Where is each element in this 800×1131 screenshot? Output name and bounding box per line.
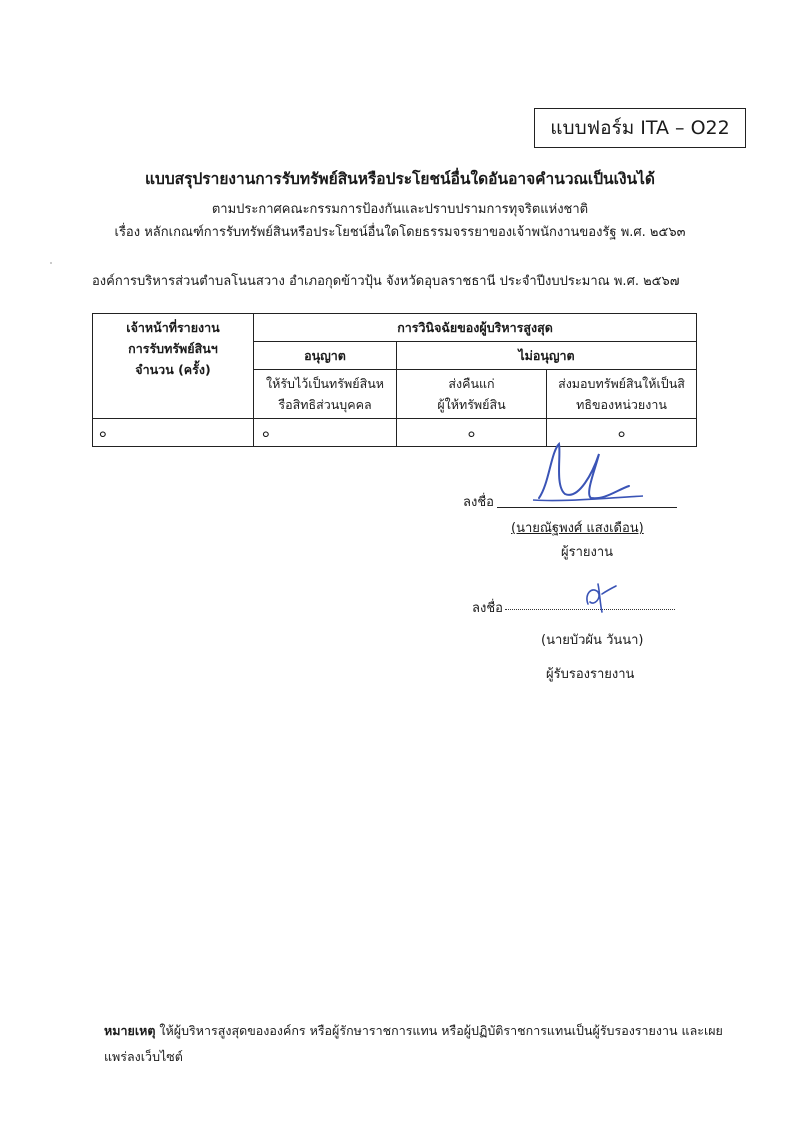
footnote-text: ให้ผู้บริหารสูงสุดขององค์กร หรือผู้รักษาราชการแทน หรือผู้ปฏิบัติราชการแทนเป็นผู้รับรองรายงาน และเผยแพร่ลงเว็บไซต์ [104, 1023, 723, 1064]
report-subtitle-announcement: ตามประกาศคณะกรรมการป้องกันและปราบปรามการทุจริตแห่งชาติ [211, 202, 589, 217]
organization-line: องค์การบริหารส่วนตำบลโนนสวาง อำเภอกุดข้าวปุ้น จังหวัดอุบลราชธานี ประจำปีงบประมาณ พ.ศ. ๒๕๖๗ [92, 274, 680, 289]
return-count-cell: ๐ [397, 419, 547, 447]
transfer-count-cell: ๐ [547, 419, 697, 447]
allowed-header: อนุญาต [254, 342, 397, 370]
certifier-sign-label: ลงชื่อ [472, 601, 503, 616]
footnote-label: หมายเหตุ [104, 1023, 156, 1038]
form-code-box [534, 108, 746, 148]
report-subtitle-subject: เรื่อง หลักเกณฑ์การรับทรัพย์สินหรือประโยชน์อื่นใดโดยธรรมจรรยาของเจ้าพนักงานของรัฐ พ.ศ. ๒๕๖๓ [114, 225, 686, 240]
col1-header-line: เจ้าหน้าที่รายงาน [126, 320, 220, 335]
return-to-giver-header [397, 370, 547, 419]
transfer-to-agency-header [547, 370, 697, 419]
report-title: แบบสรุปรายงานการรับทรัพย์สินหรือประโยชน์อื่นใดอันอาจคำนวณเป็นเงินได้ [145, 170, 655, 188]
col1-header-line: จำนวน (ครั้ง) [135, 362, 211, 377]
allowed-sub-line: ให้รับไว้เป็นทรัพย์สินห [266, 376, 384, 391]
report-table [92, 313, 697, 447]
certifier-name: (นายบัวผัน วันนา) [541, 633, 644, 648]
transfer-sub-line: ทธิของหน่วยงาน [576, 397, 667, 412]
reporter-sign-underline [497, 507, 677, 508]
certifier-role: ผู้รับรองรายงาน [546, 667, 635, 682]
allowed-sub-line: รือสิทธิส่วนบุคคล [278, 397, 372, 412]
reporter-sign-row [463, 491, 494, 512]
allowed-keep-header [254, 370, 397, 419]
reporter-sign-label: ลงชื่อ [463, 495, 494, 510]
transfer-sub-line: ส่งมอบทรัพย์สินให้เป็นสิ [558, 376, 685, 391]
col1-header-line: การรับทรัพย์สินฯ [128, 341, 218, 356]
scan-speck [50, 262, 52, 264]
reporter-count-header [93, 314, 254, 419]
decision-header: การวินิจฉัยของผู้บริหารสูงสุด [254, 314, 697, 342]
return-sub-line: ส่งคืนแก่ [448, 376, 495, 391]
reporter-role: ผู้รายงาน [561, 545, 614, 560]
footnote [104, 1018, 734, 1070]
return-sub-line: ผู้ให้ทรัพย์สิน [437, 397, 506, 412]
not-allowed-header: ไม่อนุญาต [397, 342, 697, 370]
allowed-count-cell: ๐ [254, 419, 397, 447]
reporter-name: (นายณัฐพงศ์ แสงเดือน) [511, 521, 644, 536]
report-count-cell: ๐ [93, 419, 254, 447]
certifier-sign-row [472, 597, 503, 618]
certifier-signature-scribble [580, 580, 620, 614]
form-code: แบบฟอร์ม ITA – O22 [550, 117, 730, 139]
reporter-signature-scribble [525, 440, 655, 505]
